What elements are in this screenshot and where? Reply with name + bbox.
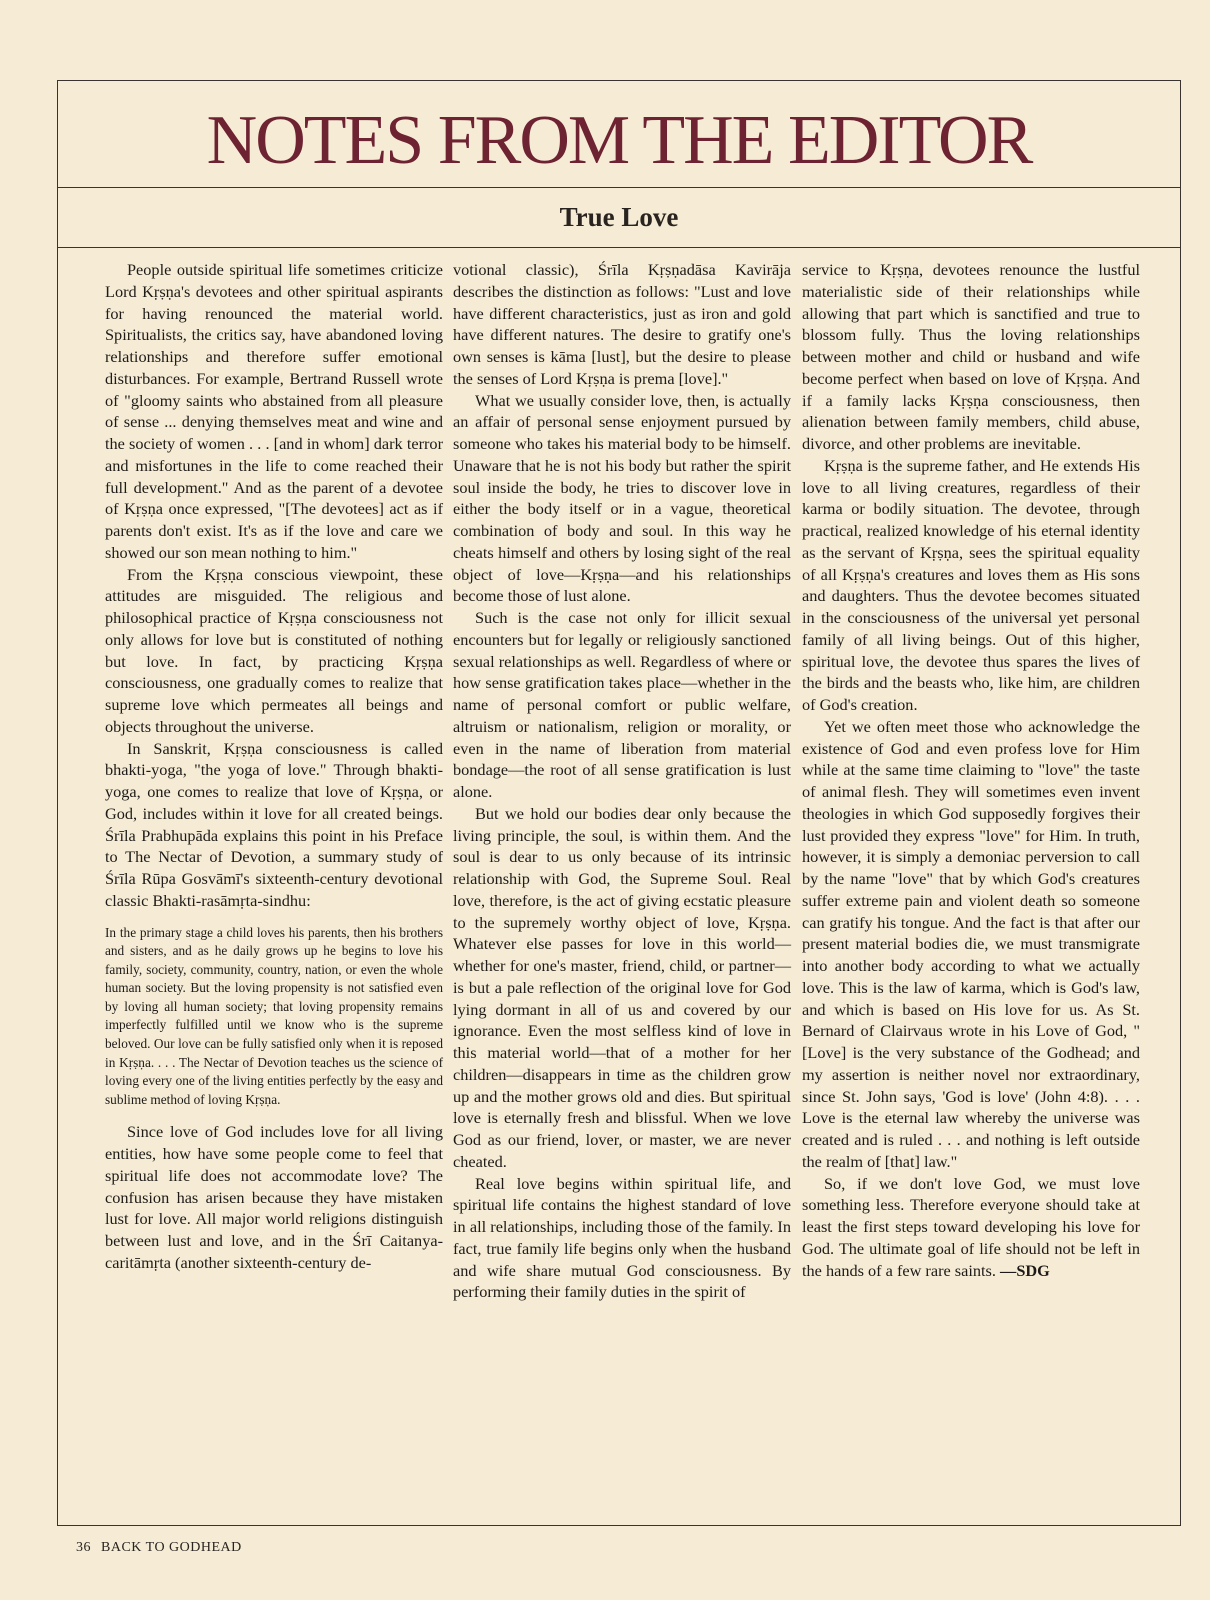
author-signature: —SDG [1000,1260,1050,1280]
paragraph: But we hold our bodies dear only because the living principle, the soul, is within them. And the soul is dear to us only because of its intrinsic relationship with God, the Supreme Soul. Real love, therefore, is the act of giving ecstatic pleasure to the supremely worthy object of love, Kṛṣṇa. Whatever else passes for love in this world—whether for one's master, friend, child, or partner—is but a pale reflection of the original love for God lying dormant in all of us and covered by our ignorance. Even the most selfless kind of love in this material world—that of a mother for her children—disappears in time as the children grow up and the mother grows old and dies. But spiritual love is eternally fresh and blissful. When we love God as our friend, lover, or master, we are never cheated. [453,803,791,1171]
paragraph: Yet we often meet those who acknowledge the existence of God and even profess love for Him while at the same time claiming to "love" the taste of animal flesh. They will sometimes even invent theologies in which God supposedly forgives their lust provided they express "love" for Him. In truth, however, it is simply a demoniac perversion to call by the name "love" that by which God's creatures suffer extreme pain and violent death so someone can gratify his tongue. And the fact is that after our present material bodies die, we must transmigrate into another body according to what we actually love. This is the law of karma, which is God's law, and which is based on His love for us. As St. Bernard of Clairvaus wrote in his Love of God, "[Love] is the very substance of the Godhead; and my assertion is neither novel nor extraordinary, since St. John says, 'God is love' (John 4:8). . . . Love is the eternal law whereby the universe was created and is ruled . . . and nothing is left outside the realm of [that] law." [802,716,1140,1171]
paragraph: In Sanskrit, Kṛṣṇa consciousness is called bhakti-yoga, "the yoga of love." Through bhakti-yoga, one comes to realize that love of Kṛṣṇa, or God, includes within it love for all created beings. Śrīla Prabhupāda explains this point in his Preface to The Nectar of Devotion, a summary study of Śrīla Rūpa Gosvāmī's sixteenth-century devotional classic Bhakti-rasāmṛta-sindhu: [105,738,443,910]
subhead [58,187,1180,248]
article-frame [57,80,1181,1526]
paragraph: People outside spiritual life sometimes criticize Lord Kṛṣṇa's devotees and other spiritual aspirants for having renounced the material world. Spiritualists, the critics say, have abandoned loving relationships and therefore suffer emotional disturbances. For example, Bertrand Russell wrote of "gloomy saints who abstained from all pleasure of sense ... denying themselves meat and wine and the society of women . . . [and in whom] dark terror and misfortunes in the life to come reached their full development." And as the parent of a devotee of Kṛṣṇa once expressed, "[The devotees] act as if parents don't exist. It's as if the love and care we showed our son mean nothing to him." [105,260,443,562]
block-quote: In the primary stage a child loves his parents, then his brothers and sisters, and as he daily grows up he begins to love his family, society, community, country, nation, or even the whole human society. But the loving propensity is not satisfied even by loving all human society; that loving propensity remains imperfectly fulfilled until we know who is the supreme beloved. Our love can be fully satisfied only when it is reposed in Kṛṣṇa. . . . The Nectar of Devotion teaches us the science of loving every one of the living entities perfectly by the easy and sublime method of loving Kṛṣṇa. [105,924,443,1107]
masthead [58,81,1180,188]
paragraph: Real love begins within spiritual life, and spiritual life contains the highest standard of love in all relationships, including those of the family. In fact, true family life begins only when the husband and wife share mutual God consciousness. By performing their family duties in the spirit of [453,1173,791,1302]
paragraph: What we usually consider love, then, is actually an affair of personal sense enjoyment pursued by someone who takes his material body to be himself. Unaware that he is not his body but rather the spirit soul inside the body, he tries to discover love in either the body itself or in a vague, theoretical combination of body and soul. In this way he cheats himself and others by losing sight of the real object of love—Kṛṣṇa—and his relationships become those of lust alone. [453,390,791,606]
paragraph: Kṛṣṇa is the supreme father, and He extends His love to all living creatures, regardless of their karma or bodily situation. The devotee, through practical, realized knowledge of his eternal identity as the servant of Kṛṣṇa, sees the spiritual equality of all Kṛṣṇa's creatures and loves them as His sons and daughters. Thus the devotee becomes situated in the consciousness of the universal yet personal family of all living beings. Out of this higher, spiritual love, the devotee thus spares the lives of the birds and the beasts who, like him, are children of God's creation. [802,455,1140,714]
page-title: NOTES FROM THE EDITOR [206,102,1032,179]
paragraph: service to Kṛṣṇa, devotees renounce the lustful materialistic side of their relationships while allowing that part which is sanctified and true to blossom fully. Thus the loving relationships between mother and child or husband and wife become perfect when based on love of Kṛṣṇa. And if a family lacks Kṛṣṇa consciousness, then alienation between family members, child abuse, divorce, and other problems are inevitable. [802,260,1140,453]
paragraph: Since love of God includes love for all living entities, how have some people come to feel that spiritual life does not accommodate love? The confusion has arisen because they have mistaken lust for love. All major world religions distinguish between lust and love, and in the Śrī Caitanya-caritāmṛta (another sixteenth-century de- [105,1122,443,1272]
paragraph: Such is the case not only for illicit sexual encounters but for legally or religiously sanctioned sexual relationships as well. Regardless of where or how sense gratification takes place—whether in the name of personal comfort or public welfare, altruism or nationalism, religion or morality, or even in the name of liberation from material bondage—the root of all sense gratification is lust alone. [453,608,791,801]
paragraph: votional classic), Śrīla Kṛṣṇadāsa Kavirāja describes the distinction as follows: "Lust and love have different characteristics, just as iron and gold have different natures. The desire to gratify one's own senses is kāma [lust], but the desire to please the senses of Lord Kṛṣṇa is prema [love]." [453,260,791,388]
column-2 [453,259,791,1303]
page-number: 36 [76,1540,91,1555]
column-1 [105,259,443,1274]
article-title: True Love [559,201,679,232]
page-footer [76,1540,242,1556]
column-3 [802,259,1140,1281]
paragraph: From the Kṛṣṇa conscious viewpoint, these attitudes are misguided. The religious and philosophical practice of Kṛṣṇa consciousness not only allows for love but is constituted of nothing but love. In fact, by practicing Kṛṣṇa consciousness, one gradually comes to realize that supreme love which permeates all beings and objects throughout the universe. [105,564,443,736]
paragraph-text: So, if we don't love God, we must love something less. Therefore everyone should take at least the first steps toward developing his love for God. The ultimate goal of life should not be left in the hands of a few rare saints. [802,1173,1140,1280]
publication-name: BACK TO GODHEAD [101,1540,242,1555]
closing-paragraph [802,1173,1140,1282]
